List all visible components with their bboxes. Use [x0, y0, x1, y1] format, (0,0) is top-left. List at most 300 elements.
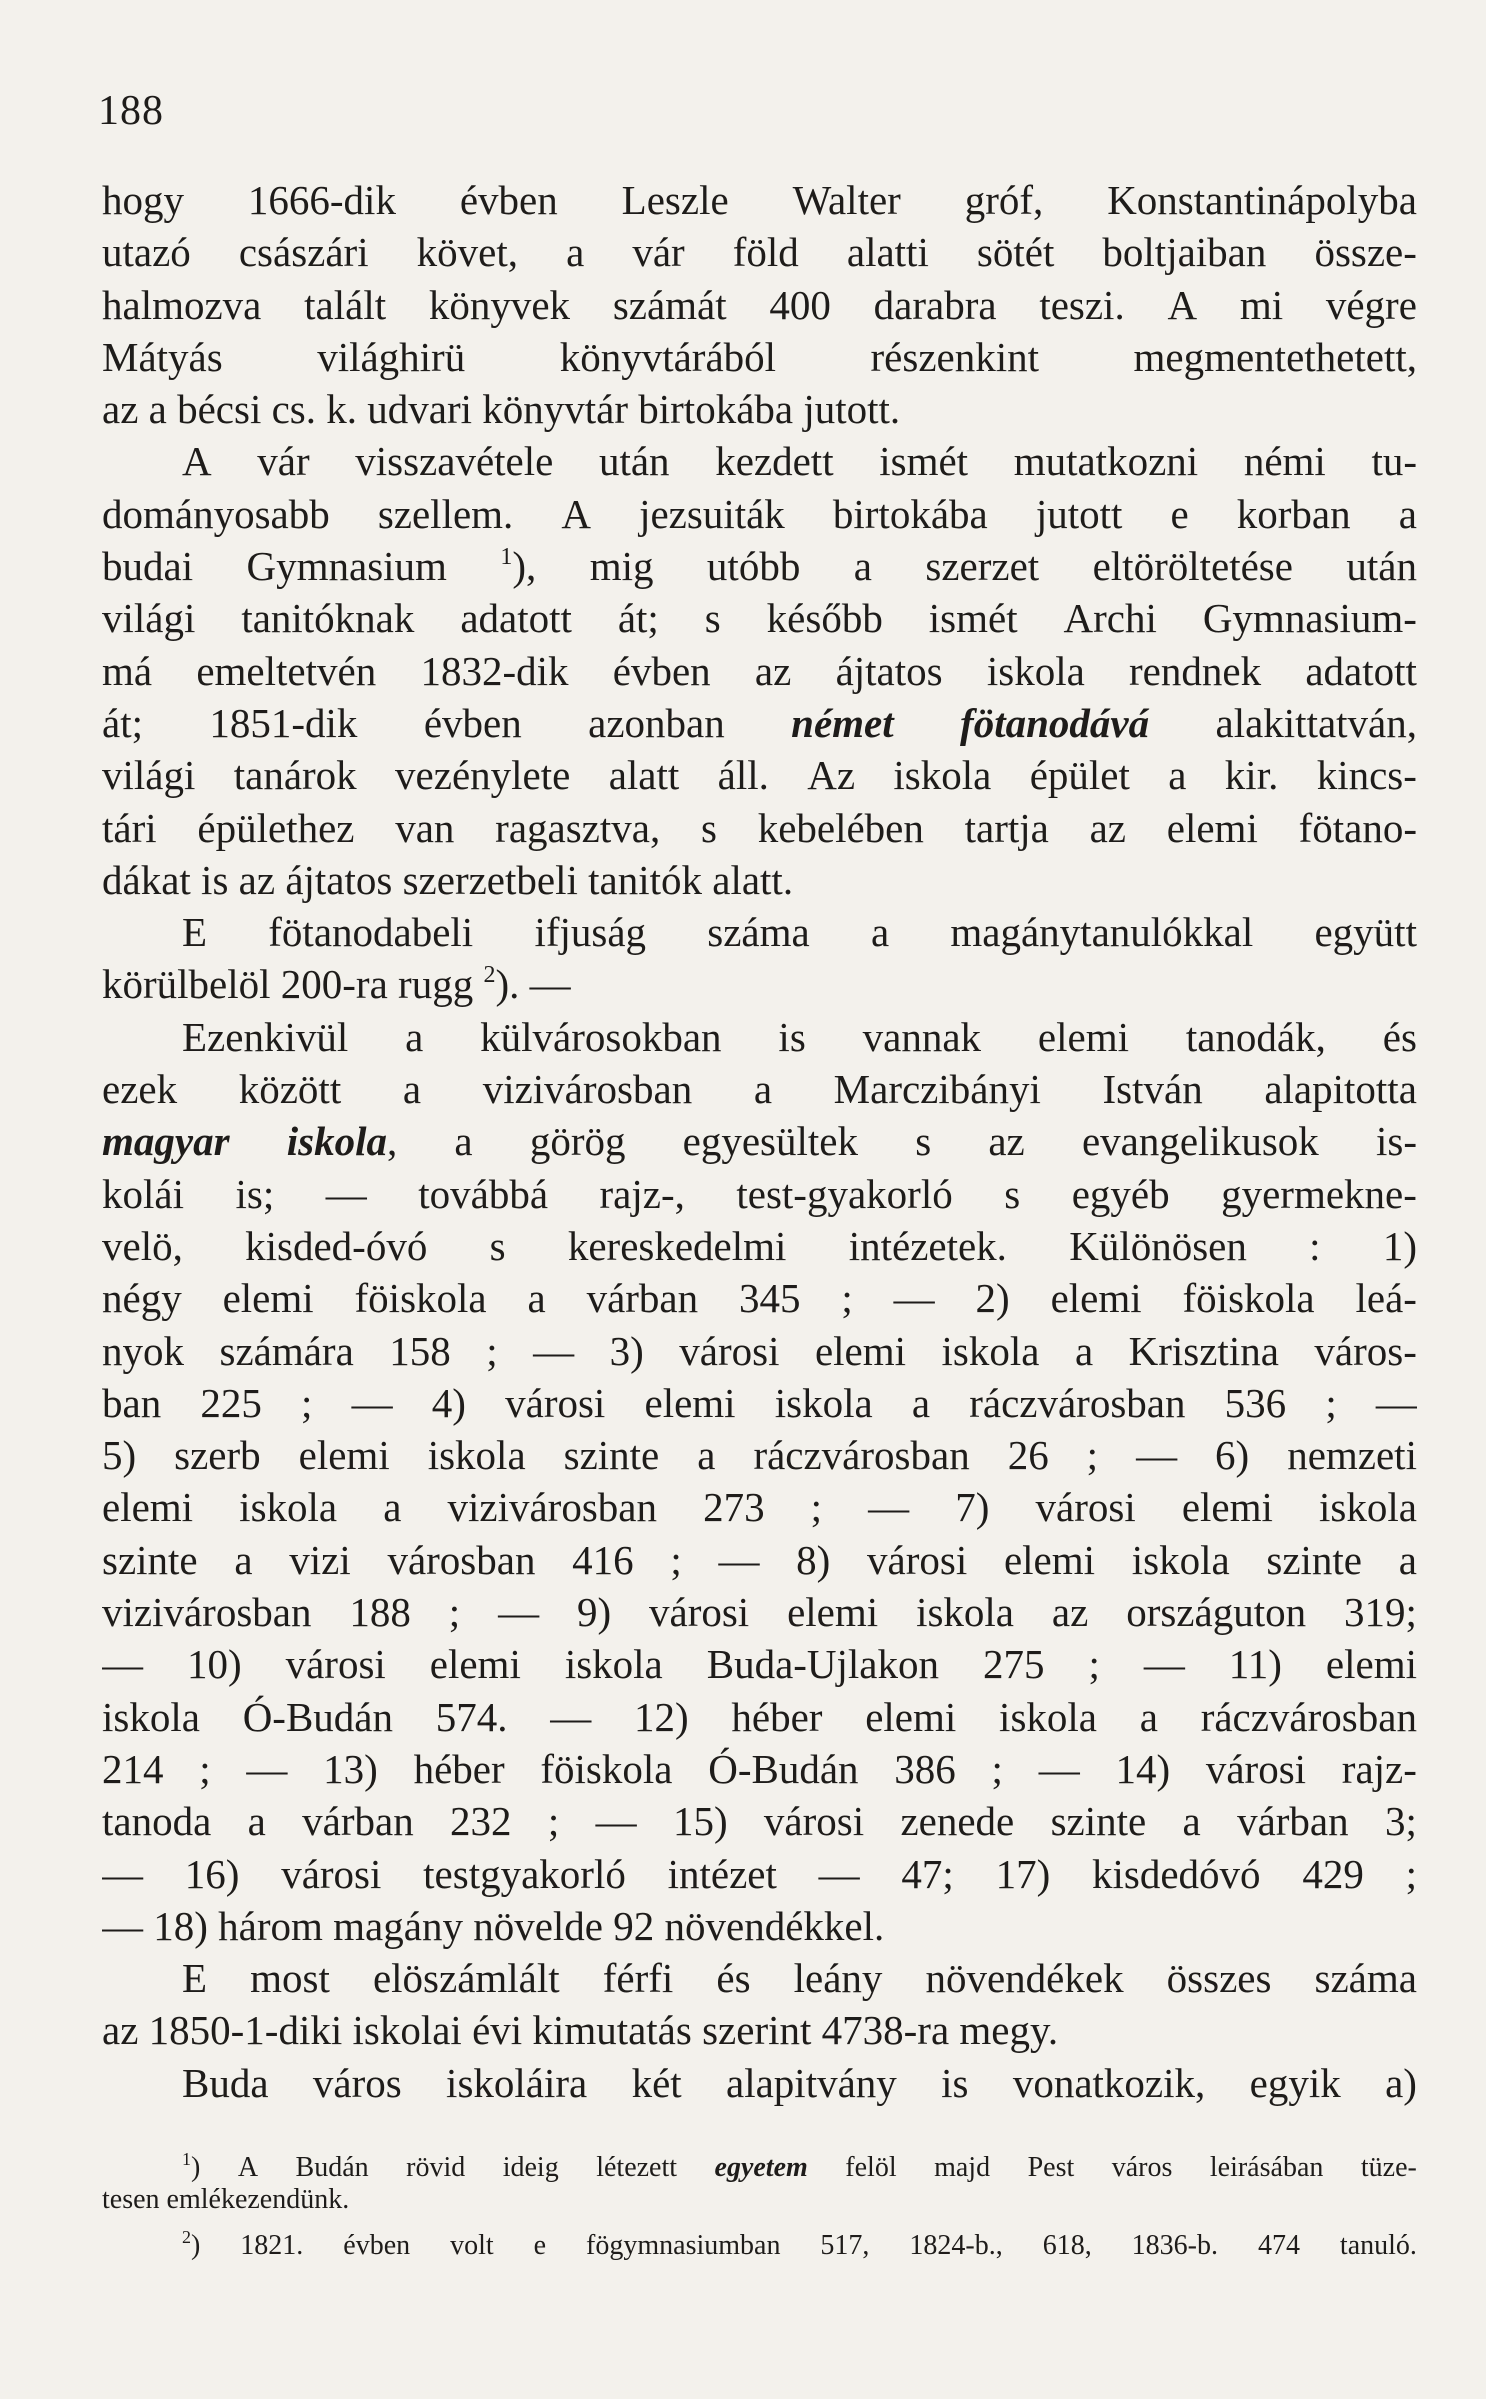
- word: elemi: [1050, 1275, 1142, 1322]
- word: tári: [102, 804, 157, 851]
- word: —: [498, 1589, 540, 1636]
- text-line: [102, 174, 1417, 226]
- word: jezsuiták: [639, 490, 785, 537]
- word: ;: [301, 1379, 313, 1426]
- word: vizi: [289, 1536, 351, 1583]
- word: nyok: [102, 1327, 184, 1374]
- word: rajz-: [1341, 1745, 1417, 1792]
- word: 225: [200, 1379, 262, 1426]
- word: —: [818, 1850, 860, 1897]
- word: Ó-Budán: [708, 1745, 859, 1792]
- word: alatt: [608, 752, 680, 799]
- word: 3): [609, 1327, 644, 1374]
- word: 574.: [435, 1693, 508, 1740]
- word: bécsi: [177, 386, 262, 433]
- word: az: [988, 1118, 1025, 1165]
- text-line: [102, 1638, 1417, 1690]
- word: elemi: [1003, 1536, 1096, 1583]
- word: kebelében: [757, 804, 924, 851]
- word: városi: [679, 1327, 780, 1374]
- word: tanuló.: [1339, 2230, 1417, 2261]
- word: vár: [632, 229, 685, 276]
- word: cs.: [271, 386, 317, 433]
- word: Különösen: [1069, 1222, 1247, 1269]
- word: birtokába: [832, 490, 988, 537]
- word: Budán: [295, 2152, 369, 2183]
- word: teszi.: [1039, 281, 1125, 328]
- word: várban: [1237, 1798, 1349, 1845]
- word: —: [246, 1745, 288, 1792]
- word: vizivárosban: [447, 1484, 657, 1531]
- word: magyar: [102, 1118, 230, 1165]
- word: Krisztina: [1128, 1327, 1279, 1374]
- word: az: [102, 386, 139, 433]
- word: 536: [1224, 1379, 1287, 1426]
- word: könyvtárából: [559, 333, 777, 380]
- word: udvari: [367, 386, 473, 433]
- text-line: [102, 749, 1417, 801]
- word: evangelikusok: [1081, 1118, 1319, 1165]
- word: velö,: [102, 1222, 183, 1269]
- word: a: [853, 543, 872, 590]
- word: a: [911, 1379, 931, 1426]
- word: át;: [617, 595, 659, 642]
- word: tanárok: [233, 752, 357, 799]
- word: ;: [1086, 1432, 1099, 1479]
- word: volt: [450, 2230, 494, 2261]
- word: részenkint: [870, 333, 1040, 380]
- word: 188: [349, 1589, 411, 1636]
- word: alapitotta: [1264, 1066, 1417, 1113]
- word: leirásában: [1209, 2152, 1324, 2183]
- word: $^1$): [182, 2152, 201, 2183]
- word: iskoláira: [446, 2059, 588, 2106]
- word: 12): [634, 1693, 689, 1740]
- word: is;: [235, 1170, 275, 1217]
- word: kisded-óvó: [245, 1222, 428, 1269]
- word: vizivárosban: [482, 1066, 693, 1113]
- word: gyermekne-: [1221, 1170, 1417, 1217]
- word: 17): [995, 1850, 1051, 1897]
- word: iskola: [1131, 1536, 1230, 1583]
- word: iskola: [102, 1693, 200, 1740]
- word: tanitók: [588, 856, 702, 903]
- word: 416: [572, 1536, 634, 1583]
- word: emlékezendünk.: [166, 2184, 350, 2215]
- word: ban: [102, 1379, 162, 1426]
- word: eltöröltetése: [1092, 543, 1293, 590]
- word: alatti: [846, 229, 929, 276]
- word: száma: [1314, 1955, 1417, 2002]
- word: kimutatás: [532, 2007, 692, 2054]
- word: városi: [1035, 1484, 1136, 1531]
- word: leány: [793, 1955, 883, 2002]
- word: tesen: [102, 2184, 160, 2215]
- word: korban: [1236, 490, 1351, 537]
- word: iskola: [916, 1589, 1014, 1636]
- word: könyvtár: [482, 386, 629, 433]
- text-line: [102, 645, 1417, 697]
- word: má: [102, 647, 153, 694]
- word: e: [1170, 490, 1189, 537]
- word: talált: [304, 281, 387, 328]
- word: a: [870, 909, 890, 956]
- text-line: [102, 1115, 1417, 1167]
- word: város-: [1314, 1327, 1417, 1374]
- word: Ó-Budán: [242, 1693, 393, 1740]
- word: tartja: [964, 804, 1049, 851]
- word: számára: [219, 1327, 354, 1374]
- text-line: [102, 226, 1417, 278]
- word: iskola: [774, 1379, 873, 1426]
- word: A: [561, 490, 591, 537]
- word: Pest: [1027, 2152, 1075, 2183]
- word: rugg: [398, 961, 474, 1008]
- word: emeltetvén: [196, 647, 377, 694]
- word: rendnek: [1129, 647, 1262, 694]
- word: külvárosokban: [480, 1013, 722, 1060]
- text-line: [102, 1377, 1417, 1429]
- word: szerint: [702, 2007, 812, 2054]
- word: ;: [486, 1327, 498, 1374]
- word: E: [182, 909, 208, 956]
- word: 1836-b.: [1131, 2230, 1218, 2261]
- word: városi: [763, 1798, 865, 1845]
- word: budai: [102, 543, 194, 590]
- word: Mátyás: [102, 333, 223, 380]
- word: 5): [102, 1432, 137, 1479]
- word: szinte: [102, 1536, 198, 1583]
- word: $^2$).: [483, 961, 520, 1008]
- word: Gymnasium: [246, 543, 447, 590]
- word: föiskola: [540, 1745, 673, 1792]
- word: s: [915, 1118, 932, 1165]
- word: 474: [1257, 2230, 1300, 2261]
- footnote-line: [102, 2184, 1417, 2216]
- word: dákat: [102, 856, 191, 903]
- word: A: [182, 438, 212, 485]
- word: jutott.: [803, 386, 901, 433]
- word: István: [1102, 1066, 1203, 1113]
- word: fötanodává: [960, 699, 1150, 746]
- word: intézet: [667, 1850, 777, 1897]
- word: 9): [576, 1589, 612, 1636]
- word: a: [697, 1432, 716, 1479]
- word: négy: [102, 1275, 182, 1322]
- word: várban: [586, 1275, 699, 1322]
- word: nemzeti: [1287, 1432, 1417, 1479]
- word: 47;: [901, 1850, 954, 1897]
- word: dományosabb: [102, 490, 330, 537]
- word: s: [704, 595, 721, 642]
- word: is: [778, 1013, 806, 1060]
- word: növendékkel.: [664, 1902, 885, 1949]
- word: a: [527, 1275, 546, 1322]
- word: ;: [547, 1798, 560, 1845]
- text-line: [102, 279, 1417, 331]
- word: Marczibányi: [833, 1066, 1041, 1113]
- word: a: [405, 1013, 424, 1060]
- word: iskola: [893, 752, 992, 799]
- word: vannak: [862, 1013, 982, 1060]
- word: világi: [102, 595, 196, 642]
- word: városi: [505, 1379, 606, 1426]
- word: kereskedelmi: [567, 1222, 787, 1269]
- word: számát: [612, 281, 727, 328]
- word: majd: [934, 2152, 991, 2183]
- word: 517,: [820, 2230, 870, 2261]
- word: rövid: [406, 2152, 466, 2183]
- word: —: [533, 1327, 575, 1374]
- word: iskola,: [286, 1118, 398, 1165]
- word: a: [1398, 1536, 1417, 1583]
- word: 386: [894, 1745, 956, 1792]
- word: —: [1143, 1641, 1185, 1688]
- word: 1824-b.,: [909, 2230, 1003, 2261]
- word: zenede: [900, 1798, 1015, 1845]
- word: három: [218, 1902, 323, 1949]
- text-line: [102, 1220, 1417, 1272]
- word: :: [1309, 1222, 1321, 1269]
- word: a: [1182, 1798, 1201, 1845]
- word: magány: [333, 1902, 463, 1949]
- word: $^1$),: [500, 543, 537, 590]
- word: elemi: [644, 1379, 736, 1426]
- word: várban: [302, 1798, 414, 1845]
- word: fötano-: [1298, 804, 1417, 851]
- text-line: [102, 383, 1417, 435]
- word: ráczvárosban: [1200, 1693, 1417, 1740]
- word: elöszámlált: [372, 1955, 560, 2002]
- text-line: [102, 1743, 1417, 1795]
- word: ráczvárosban: [969, 1379, 1186, 1426]
- word: A: [237, 2152, 259, 2183]
- word: test-gyakorló: [736, 1170, 953, 1217]
- text-line: [102, 1168, 1417, 1220]
- word: 13): [323, 1745, 378, 1792]
- word: után: [1346, 543, 1417, 590]
- word: 214: [102, 1745, 164, 1792]
- word: kisdedóvó: [1092, 1850, 1261, 1897]
- word: $^2$): [182, 2230, 201, 2261]
- word: utóbb: [706, 543, 801, 590]
- word: A: [1167, 281, 1198, 328]
- word: országuton: [1126, 1589, 1307, 1636]
- word: E: [182, 1955, 208, 2002]
- body-text: [102, 174, 1417, 2109]
- word: s: [700, 804, 717, 851]
- word: Konstantinápolyba: [1107, 177, 1417, 223]
- word: mi: [1239, 281, 1284, 328]
- word: 6): [1215, 1432, 1250, 1479]
- word: utazó: [102, 229, 191, 276]
- word: iskola: [941, 1327, 1040, 1374]
- word: 2): [975, 1275, 1010, 1322]
- word: után: [598, 438, 670, 485]
- word: 10): [186, 1641, 242, 1688]
- word: két: [631, 2059, 682, 2106]
- word: kir.: [1224, 752, 1279, 799]
- word: —: [1038, 1745, 1080, 1792]
- word: 1666-dik: [247, 177, 396, 223]
- word: föiskola: [1182, 1275, 1315, 1322]
- word: továbbá: [418, 1170, 549, 1217]
- text-line: [102, 1325, 1417, 1377]
- word: Leszle: [621, 177, 729, 223]
- text-line: [102, 1534, 1417, 1586]
- word: fötanodabeli: [268, 909, 474, 956]
- word: is-: [1375, 1118, 1417, 1165]
- word: szerzetbeli: [402, 856, 578, 903]
- word: iskola: [986, 647, 1085, 694]
- word: évben: [343, 2230, 411, 2261]
- word: iskola: [1318, 1484, 1417, 1531]
- word: föld: [732, 229, 799, 276]
- word: 200-ra: [280, 961, 388, 1008]
- word: elemi: [222, 1275, 314, 1322]
- word: 1850-1-diki: [148, 2007, 343, 2054]
- word: elemi: [429, 1641, 521, 1688]
- word: egyéb: [1071, 1170, 1170, 1217]
- word: ;: [448, 1589, 461, 1636]
- word: körülbelöl: [102, 961, 271, 1008]
- word: elemi: [814, 1327, 907, 1374]
- word: —: [1136, 1432, 1178, 1479]
- text-line: [102, 1272, 1417, 1324]
- word: mig: [589, 543, 654, 590]
- text-line: [102, 1691, 1417, 1743]
- word: 26: [1007, 1432, 1049, 1479]
- word: 15): [672, 1798, 728, 1845]
- word: a: [454, 1118, 473, 1165]
- word: vezénylete: [395, 752, 571, 799]
- word: együtt: [1314, 909, 1417, 956]
- word: épület: [1029, 752, 1130, 799]
- text-line: [102, 1795, 1417, 1847]
- word: az: [1089, 804, 1127, 851]
- word: az: [238, 856, 276, 903]
- word: elemi: [1181, 1484, 1273, 1531]
- word: Walter: [792, 177, 901, 223]
- word: —: [102, 1641, 143, 1688]
- word: áll.: [717, 752, 769, 799]
- word: Archi: [1063, 595, 1157, 642]
- word: vizivárosban: [102, 1589, 312, 1636]
- word: ;: [670, 1536, 682, 1583]
- word: növelde: [473, 1902, 603, 1949]
- word: ;: [1325, 1379, 1337, 1426]
- word: évi: [472, 2007, 523, 2054]
- word: német: [791, 699, 894, 746]
- word: e: [533, 2230, 547, 2261]
- word: 8): [796, 1536, 831, 1583]
- word: ;: [991, 1745, 1003, 1792]
- word: —: [1375, 1379, 1417, 1426]
- word: egyesültek: [682, 1118, 858, 1165]
- word: 18): [153, 1902, 208, 1949]
- text-line: [102, 958, 1417, 1010]
- word: egyik: [1249, 2059, 1341, 2106]
- word: —: [868, 1484, 910, 1531]
- word: Buda-Ujlakon: [706, 1641, 940, 1688]
- word: darabra: [873, 281, 997, 328]
- word: fögymnasiumban: [586, 2230, 781, 2261]
- text-line: [102, 1952, 1417, 2004]
- word: növendékek: [925, 1955, 1124, 2002]
- word: boltjaiban: [1102, 229, 1267, 276]
- word: összes: [1166, 1955, 1272, 2002]
- word: —: [102, 1850, 143, 1897]
- text-line: [102, 1848, 1417, 1900]
- word: és: [716, 1955, 751, 2002]
- word: magánytanulókkal: [950, 909, 1254, 956]
- word: testgyakorló: [423, 1850, 626, 1897]
- word: épülethez: [197, 804, 355, 851]
- text-line: [102, 1063, 1417, 1115]
- word: 1832-dik: [420, 647, 569, 694]
- word: 11): [1228, 1641, 1282, 1688]
- word: alatt.: [712, 856, 794, 903]
- text-line: [102, 1011, 1417, 1063]
- word: rajz-,: [599, 1170, 685, 1217]
- text-line: [102, 1481, 1417, 1533]
- word: elemi: [102, 1484, 194, 1531]
- page-number: 188: [98, 88, 164, 134]
- word: Buda: [182, 2059, 269, 2106]
- word: városi: [281, 1850, 382, 1897]
- text-line: [102, 697, 1417, 749]
- word: az: [1051, 1589, 1089, 1636]
- word: adatott: [1305, 647, 1417, 694]
- footnote-line: [102, 2230, 1417, 2262]
- word: ;: [841, 1275, 853, 1322]
- word: 4738-ra: [821, 2007, 950, 2054]
- word: tüze-: [1360, 2152, 1417, 2183]
- word: gróf,: [964, 177, 1044, 223]
- word: szerb: [174, 1432, 261, 1479]
- word: elemi: [1166, 804, 1258, 851]
- word: s: [1004, 1170, 1021, 1217]
- word: egyetem: [714, 2152, 808, 2183]
- word: halmozva: [102, 281, 262, 328]
- word: szinte: [563, 1432, 660, 1479]
- word: városi: [649, 1589, 750, 1636]
- word: Gymnasium-: [1202, 595, 1417, 642]
- word: az: [102, 2007, 139, 2054]
- word: ismét: [879, 438, 969, 485]
- word: férfi: [602, 1955, 674, 2002]
- word: a: [1168, 752, 1187, 799]
- word: héber: [731, 1693, 823, 1740]
- word: —: [893, 1275, 935, 1322]
- word: iskola: [239, 1484, 338, 1531]
- word: száma: [707, 909, 810, 956]
- text-line: [102, 435, 1417, 487]
- word: birtokába: [638, 386, 794, 433]
- word: 3;: [1384, 1798, 1417, 1845]
- word: sötét: [976, 229, 1055, 276]
- word: követ,: [416, 229, 519, 276]
- word: elemi: [298, 1432, 390, 1479]
- word: mutatkozni: [1013, 438, 1199, 485]
- word: tu-: [1371, 438, 1417, 485]
- text-line: [102, 854, 1417, 906]
- word: —: [325, 1170, 367, 1217]
- word: 273: [703, 1484, 765, 1531]
- word: 400: [769, 281, 831, 328]
- word: világi: [102, 752, 196, 799]
- word: iskola: [427, 1432, 526, 1479]
